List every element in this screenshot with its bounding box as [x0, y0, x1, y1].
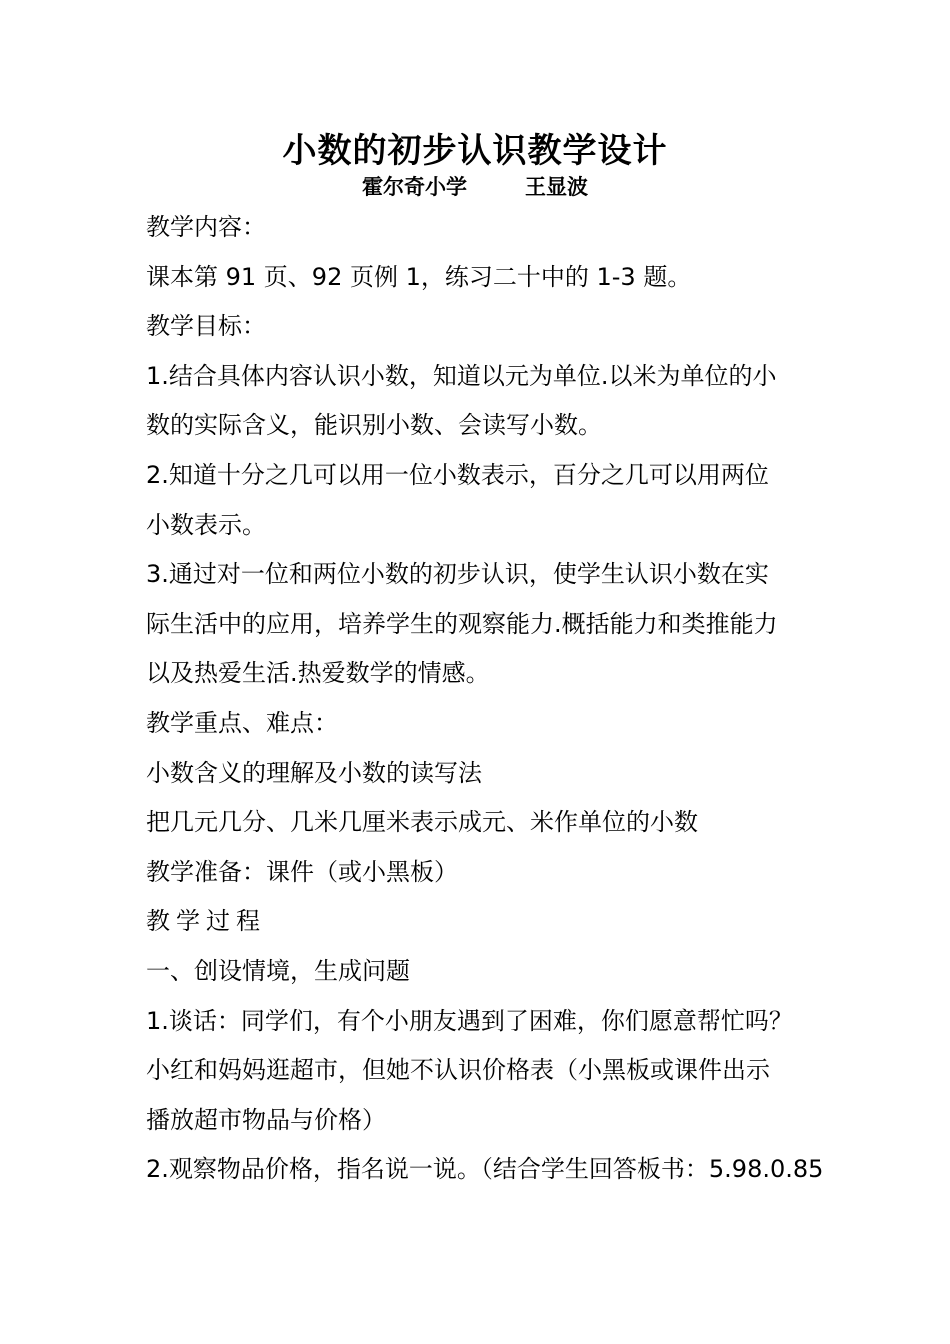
text-line: 教学准备：课件（或小黑板）: [146, 857, 458, 886]
section-heading: 教学过程: [146, 907, 266, 936]
text-line: 2.知道十分之几可以用一位小数表示，百分之几可以用两位: [146, 460, 769, 489]
document-title: 小数的初步认识教学设计: [282, 131, 668, 171]
text-line: 一、创设情境，生成问题: [146, 956, 410, 985]
author-name: 王显波: [525, 175, 588, 199]
text-line: 教学内容：: [146, 213, 266, 241]
text-line: 际生活中的应用，培养学生的观察能力.概括能力和类推能力: [146, 609, 778, 638]
text-line: 2.观察物品价格，指名说一说。（结合学生回答板书：5.98.0.85: [146, 1155, 824, 1184]
text-line: 3.通过对一位和两位小数的初步认识，使学生认识小数在实: [146, 560, 769, 589]
text-line: 小红和妈妈逛超市，但她不认识价格表（小黑板或课件出示: [146, 1056, 770, 1085]
author-line: [0, 172, 950, 202]
text-line: 播放超市物品与价格）: [146, 1105, 386, 1134]
text-line: 课本第 91 页、92 页例 1，练习二十中的 1-3 题。: [146, 262, 692, 291]
text-line: 1.结合具体内容认识小数，知道以元为单位.以米为单位的小: [146, 361, 777, 390]
text-line: 小数表示。: [146, 510, 266, 539]
school-name: 霍尔奇小学: [362, 175, 467, 199]
text-line: 以及热爱生活.热爱数学的情感。: [146, 659, 490, 688]
document-body: [146, 203, 824, 1195]
text-line: 小数含义的理解及小数的读写法: [146, 758, 482, 787]
text-line: 教学重点、难点：: [146, 708, 338, 737]
text-line: 教学目标：: [146, 312, 266, 341]
text-line: 把几元几分、几米几厘米表示成元、米作单位的小数: [146, 808, 698, 837]
text-line: 1.谈话：同学们，有个小朋友遇到了困难，你们愿意帮忙吗？: [146, 1006, 793, 1035]
text-line: 数的实际含义，能识别小数、会读写小数。: [146, 411, 602, 440]
